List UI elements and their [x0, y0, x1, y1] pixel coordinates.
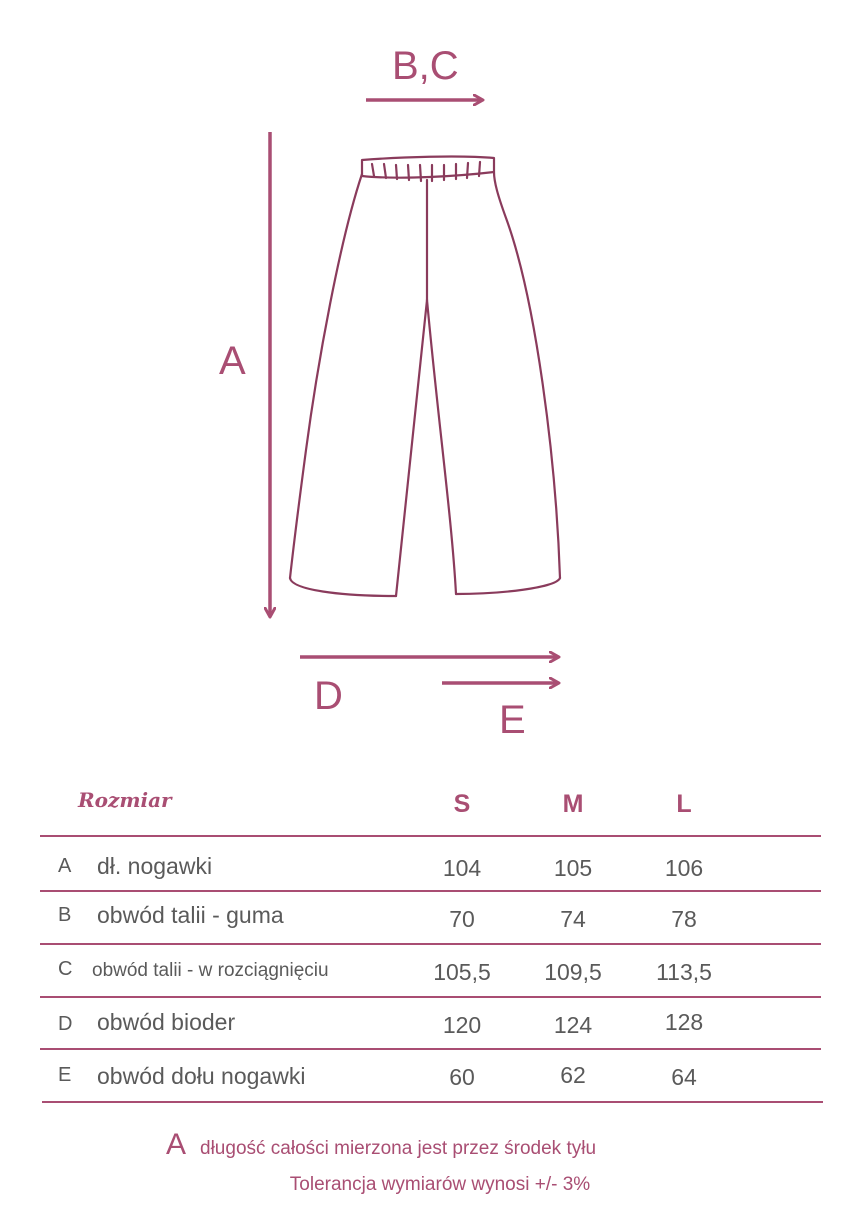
cell-s: 120 [442, 1012, 482, 1038]
cell-m: 109,5 [544, 959, 602, 985]
tolerance-note: Tolerancja wymiarów wynosi +/- 3% [289, 1174, 591, 1195]
size-heading: Rozmiar [78, 788, 172, 812]
note-text: długość całości mierzona jest przez środek tyłu [200, 1138, 597, 1159]
row-letter: A [58, 855, 72, 877]
row-letter: C [58, 958, 73, 980]
row-label: dł. nogawki [97, 853, 213, 879]
column-header-l: L [676, 790, 692, 818]
label-d: D [314, 674, 343, 718]
cell-l: 113,5 [656, 959, 712, 985]
wide-leg-pants-icon [290, 157, 560, 596]
cell-l: 128 [664, 1009, 704, 1035]
label-a: A [219, 339, 246, 383]
column-header-m: M [562, 790, 584, 818]
table-divider [40, 890, 821, 892]
cell-m: 124 [553, 1012, 593, 1038]
cell-m: 74 [560, 906, 586, 932]
row-label: obwód dołu nogawki [97, 1063, 306, 1089]
cell-l: 78 [671, 906, 697, 932]
row-letter: B [58, 904, 72, 926]
note-letter: A [166, 1128, 187, 1161]
row-label: obwód talii - w rozciągnięciu [92, 960, 329, 981]
cell-s: 70 [449, 906, 475, 932]
table-divider [40, 996, 821, 998]
row-label: obwód talii - guma [97, 902, 284, 928]
table-divider [42, 1101, 823, 1103]
measurement-note [166, 1128, 596, 1162]
label-e: E [499, 698, 526, 742]
row-label: obwód bioder [97, 1009, 236, 1035]
cell-l: 106 [664, 855, 704, 881]
cell-s: 105,5 [433, 959, 491, 985]
table-divider [40, 1048, 821, 1050]
cell-l: 64 [671, 1064, 697, 1090]
row-letter: E [58, 1064, 72, 1086]
row-letter: D [58, 1013, 73, 1035]
cell-m: 105 [553, 855, 593, 881]
table-divider [40, 943, 821, 945]
table-divider [40, 835, 821, 837]
column-header-s: S [453, 790, 471, 818]
cell-s: 60 [449, 1064, 475, 1090]
label-bc: B,C [392, 44, 459, 88]
cell-m: 62 [560, 1062, 586, 1088]
cell-s: 104 [442, 855, 482, 881]
